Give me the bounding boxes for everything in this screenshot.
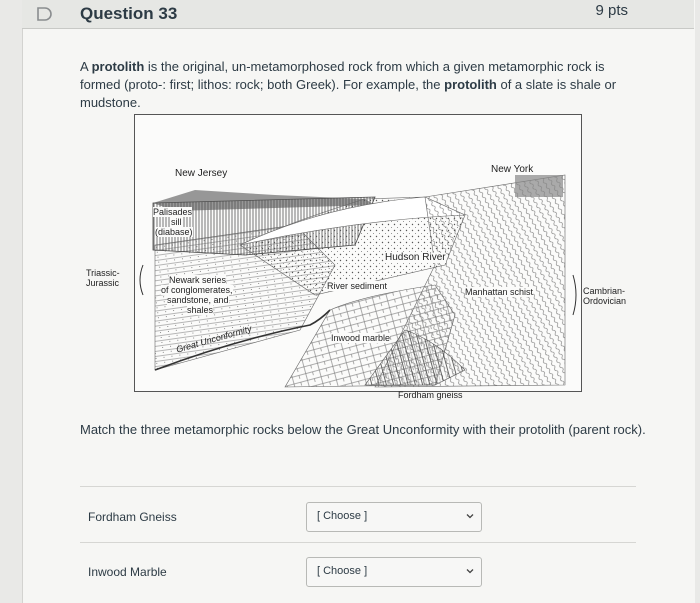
label-hudson-river: Hudson River (385, 252, 446, 263)
match-label-fordham: Fordham Gneiss (88, 510, 177, 524)
question-title: Question 33 (80, 4, 178, 23)
label-river-sediment: River sediment (327, 281, 388, 291)
inwood-select[interactable] (306, 557, 482, 587)
cross-section-drawing (135, 115, 581, 391)
label-palisades: Palisades (153, 207, 193, 217)
divider (80, 486, 636, 487)
question-intro: A protolith is the original, un-metamorphosed rock from which a given metamorphic rock is formed (proto-: first; lithos: rock; both Greek). For example, the protolith of a slate is shale or mudstone. (80, 59, 617, 110)
flag-icon[interactable] (36, 7, 52, 21)
chevron-down-icon (465, 566, 475, 576)
label-newark-4: shales (187, 305, 214, 315)
fordham-select[interactable] (306, 502, 482, 532)
label-triassic-1: Triassic- (86, 268, 120, 278)
geologic-cross-section (134, 114, 582, 392)
label-fordham-gneiss: Fordham gneiss (398, 390, 463, 400)
label-newark-1: Newark series (169, 275, 227, 285)
label-inwood-marble: Inwood marble (331, 333, 391, 343)
label-newark-3: sandstone, and (167, 295, 229, 305)
label-cambrian-1: Cambrian- (583, 286, 626, 296)
label-manhattan-schist: Manhattan schist (465, 287, 534, 297)
label-cambrian-2: Ordovician (583, 296, 627, 306)
select-value: [ Choose ] (317, 565, 368, 577)
label-triassic-2: Jurassic (86, 278, 120, 288)
chevron-down-icon (465, 511, 475, 521)
select-value: [ Choose ] (317, 510, 368, 522)
label-newark-2: of conglomerates, (161, 285, 233, 295)
label-new-jersey: New Jersey (175, 168, 228, 179)
match-label-inwood: Inwood Marble (88, 565, 167, 579)
label-great-unconformity: Great Unconformity (175, 323, 253, 355)
label-diabase: (diabase) (155, 227, 193, 237)
divider (80, 542, 636, 543)
label-new-york: New York (491, 164, 534, 175)
match-instructions: Match the three metamorphic rocks below the Great Unconformity with their protolith (parent rock). (80, 422, 646, 437)
question-points: 9 pts (595, 2, 628, 19)
label-sill: sill (171, 217, 182, 227)
